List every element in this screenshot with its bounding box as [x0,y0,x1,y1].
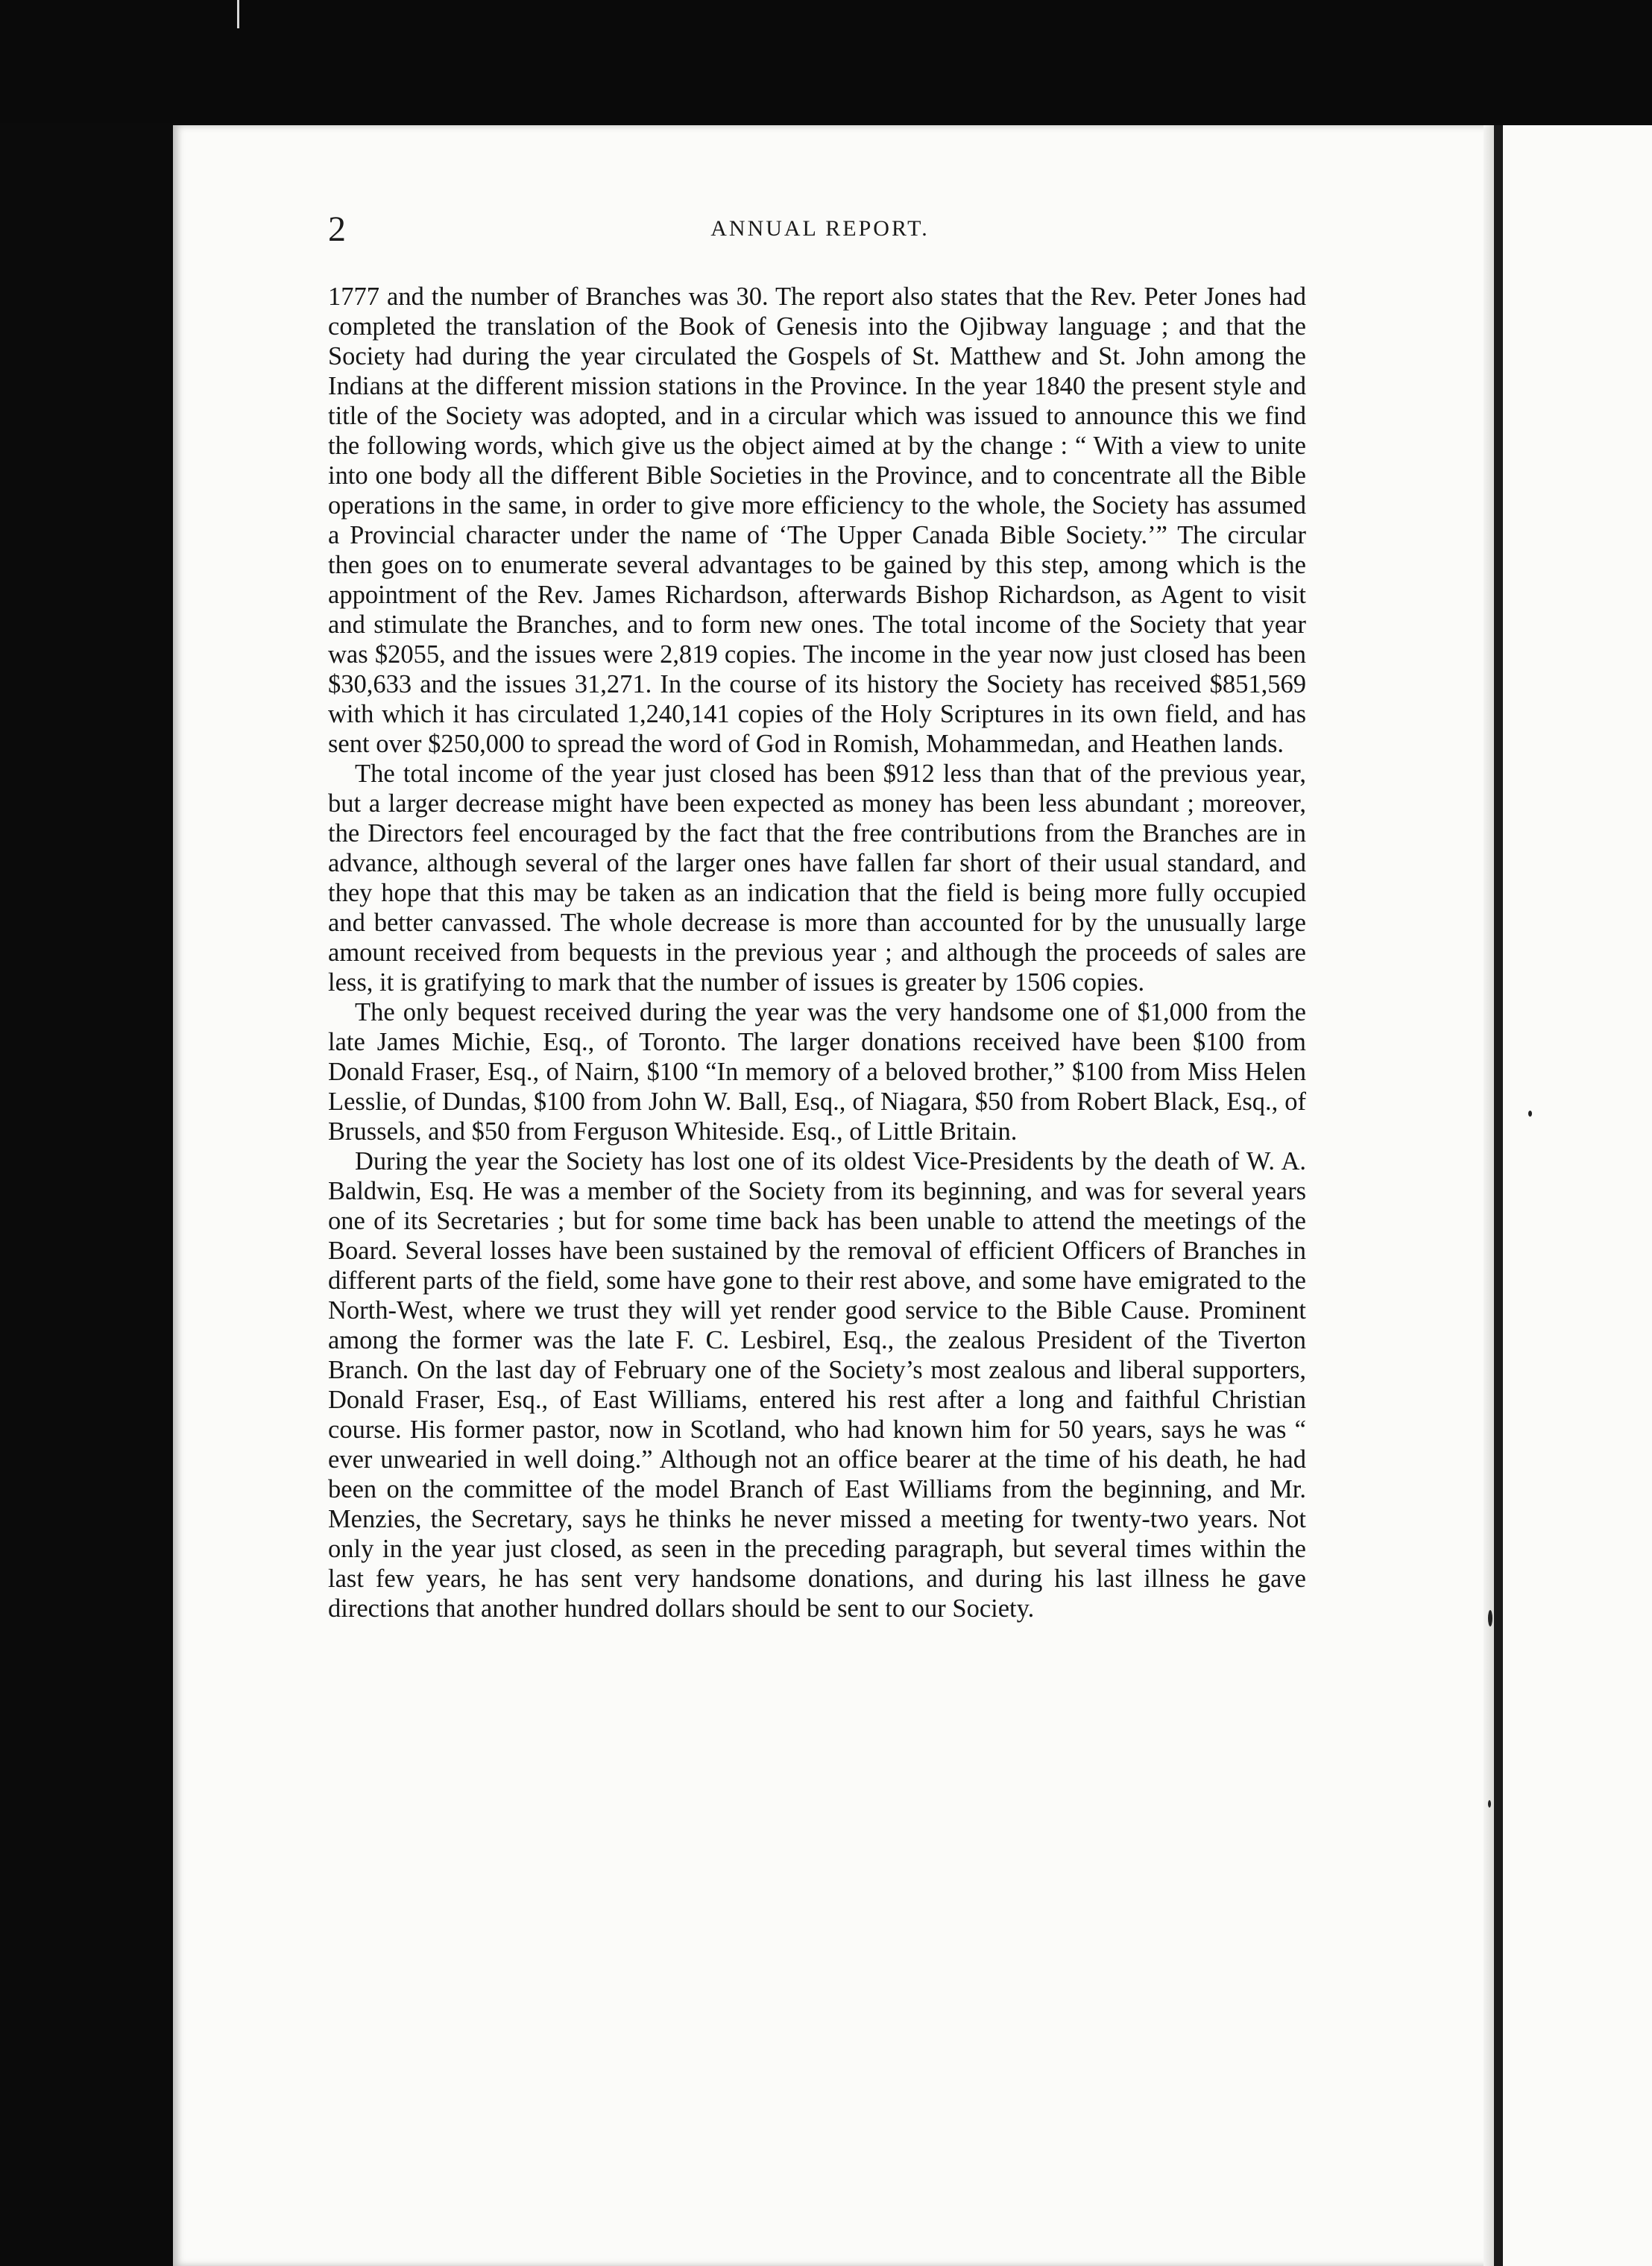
paragraph: The total income of the year just closed has been $912 less than that of the previous year, but a larger decrease might have been expected as money has been less abundant ; moreover, the Directors feel encouraged by the fact that the free contributions from the Branches are in advance, although several of the larger ones have fallen far short of their usual standard, and they hope that this may be taken as an indication that the field is being more fully occupied and better canvassed. The whole decrease is more than accounted for by the unusually large amount received from bequests in the previous year ; and although the proceeds of sales are less, it is gratifying to mark that the number of issues is greater by 1506 copies. [328,760,1306,997]
paragraph: During the year the Society has lost one of its oldest Vice-Presidents by the death of W. A. Baldwin, Esq. He was a member of the Society from its beginning, and was for several years one of its Secretaries ; but for some time back has been unable to attend the meetings of the Board. Several losses have been sustained by the removal of efficient Officers of Branches in different parts of the field, some have gone to their rest above, and some have emigrated to the North-West, where we trust they will yet render good service to the Bible Cause. Prominent among the former was the late F. C. Lesbirel, Esq., the zealous President of the Tiverton Branch. On the last day of February one of the Society’s most zealous and liberal supporters, Donald Fraser, Esq., of East Williams, entered his rest after a long and faithful Christian course. His former pastor, now in Scotland, who had known him for 50 years, says he was “ ever unwearied in well doing.” Although not an office bearer at the time of his death, he had been on the committee of the model Branch of East Williams from the beginning, and Mr. Menzies, the Secretary, says he thinks he never missed a meeting for twenty-two years. Not only in the year just closed, as seen in the preceding paragraph, but several times within the last few years, he has sent very handsome donations, and during his last illness he gave directions that another hundred dollars should be sent to our Society. [328,1147,1306,1623]
adjacent-page-edge [1503,125,1652,2266]
body-text [328,282,1306,1623]
scan-top-border [0,0,1652,123]
paragraph: 1777 and the number of Branches was 30. The report also states that the Rev. Peter Jones had completed the translation of the Book of Genesis into the Ojibway language ; and that the Society had during the year circulated the Gospels of St. Matthew and St. John among the Indians at the different mission stations in the Province. In the year 1840 the present style and title of the Society was adopted, and in a circular which was issued to announce this we find the following words, which give us the object aimed at by the change : “ With a view to unite into one body all the different Bible Societies in the Province, and to concentrate all the Bible operations in the same, in order to give more efficiency to the whole, the Society has assumed a Provincial character under the name of ‘The Upper Canada Bible Society.’” The circular then goes on to enumerate several advantages to be gained by this step, among which is the appointment of the Rev. James Richardson, afterwards Bishop Richardson, as Agent to visit and stimulate the Branches, and to form new ones. The total income of the Society that year was $2055, and the issues were 2,819 copies. The income in the year now just closed has been $30,633 and the issues 31,271. In the course of its history the Society has received $851,569 with which it has circulated 1,240,141 copies of the Holy Scriptures in its own field, and has sent over $250,000 to spread the word of God in Romish, Mohammedan, and Heathen lands. [328,283,1306,758]
scan-speck [1488,1800,1491,1808]
scan-speck [1528,1111,1532,1117]
scan-artifact-mark [237,0,239,28]
page-number: 2 [328,209,346,249]
page-header [328,209,1312,249]
paragraph: The only bequest received during the year was the very handsome one of $1,000 from the late James Michie, Esq., of Toronto. The larger donations received have been $100 from Donald Fraser, Esq., of Nairn, $100 “In memory of a beloved brother,” $100 from Miss Helen Lesslie, of Dundas, $100 from John W. Ball, Esq., of Niagara, $50 from Robert Black, Esq., of Brussels, and $50 from Ferguson Whiteside. Esq., of Little Britain. [328,998,1306,1146]
page-edge-shadow [1484,125,1494,2266]
scan-speck [1488,1610,1492,1626]
book-gutter [1494,125,1503,2266]
running-head: ANNUAL REPORT. [710,216,930,241]
